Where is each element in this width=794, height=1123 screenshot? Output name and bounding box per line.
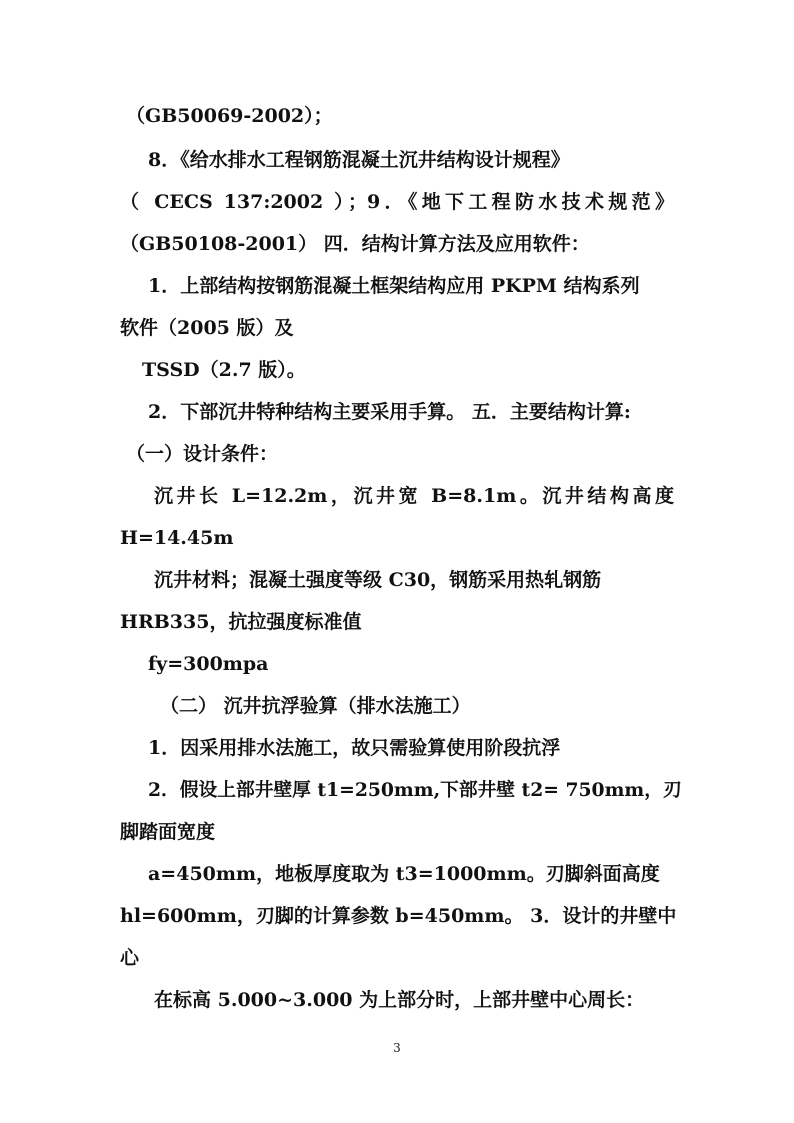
- text-line: a=450mm，地板厚度取为 t3=1000mm。刃脚斜面高度: [148, 863, 660, 885]
- text-line: 1．上部结构按钢筋混凝土框架结构应用 PKPM 结构系列: [148, 275, 640, 297]
- page-number: 3: [393, 1041, 401, 1055]
- text-line: TSSD（2.7 版）。: [142, 359, 306, 381]
- text-line: 软件（2005 版）及: [120, 317, 294, 339]
- text-line: （ CECS 137:2002 ）；9．《地下工程防水技术规范》: [120, 191, 674, 213]
- text-line: H=14.45m: [120, 527, 234, 549]
- text-line: HRB335，抗拉强度标准值: [120, 611, 362, 633]
- text-line: （二） 沉井抗浮验算（排水法施工）: [160, 695, 471, 717]
- text-line: fy=300mpa: [148, 653, 269, 675]
- text-line: 心: [120, 947, 140, 969]
- text-line: （GB50069-2002）；: [126, 105, 333, 127]
- text-line: 在标高 5.000~3.000 为上部分时，上部井壁中心周长：: [154, 989, 645, 1011]
- text-line: 1．因采用排水法施工，故只需验算使用阶段抗浮: [148, 737, 561, 759]
- text-line: （一）设计条件：: [126, 443, 279, 465]
- text-line: 2．下部沉井特种结构主要采用手算。 五．主要结构计算:: [148, 401, 631, 423]
- text-line: 2．假设上部井壁厚 t1=250mm,下部井壁 t2= 750mm，刃: [148, 779, 682, 801]
- text-line: 8．《给水排水工程钢筋混凝土沉井结构设计规程》: [148, 149, 570, 171]
- text-line: 脚踏面宽度: [120, 821, 216, 843]
- text-line: hl=600mm，刃脚的计算参数 b=450mm。 3．设计的井壁中: [120, 905, 677, 927]
- text-line: 沉井长 L=12.2m，沉井宽 B=8.1m。沉井结构高度: [154, 485, 674, 507]
- text-line: 沉井材料；混凝土强度等级 C30，钢筋采用热轧钢筋: [154, 569, 602, 591]
- text-line: （GB50108-2001） 四．结构计算方法及应用软件：: [120, 233, 590, 255]
